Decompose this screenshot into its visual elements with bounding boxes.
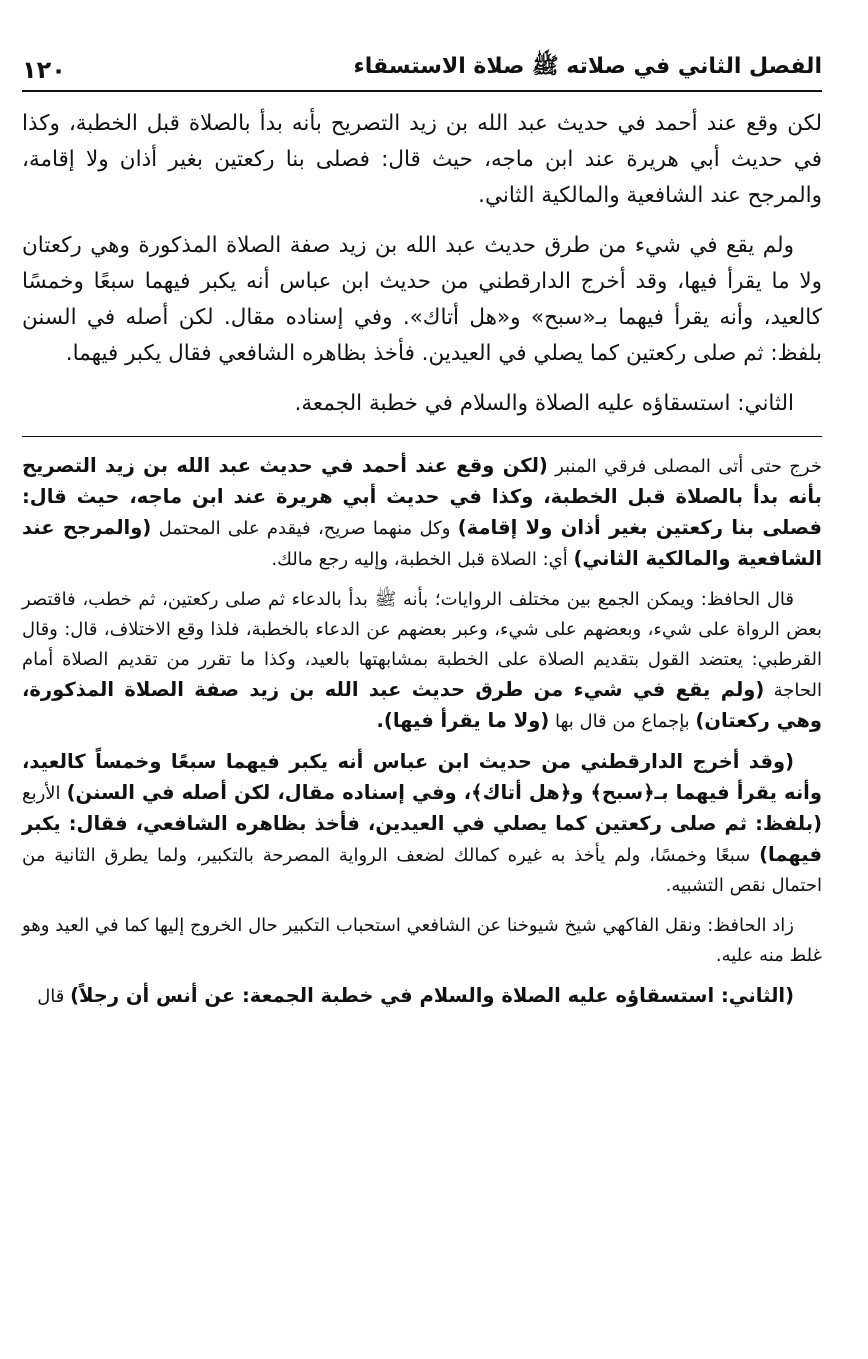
bold-matn-quote: (ولم يقع في شيء من طرق حديث عبد الله بن زيد صفة الصلاة المذكورة، وهي ركعتان) <box>22 678 822 732</box>
main-paragraph: ولم يقع في شيء من طرق حديث عبد الله بن زيد صفة الصلاة المذكورة وهي ركعتان ولا ما يقرأ فيها، وقد أخرج الدارقطني من حديث ابن عباس أنه يكبر فيهما سبعًا وخمسًا كالعيد، وأنه يقرأ فيهما بـ«سبح» و«هل أتاك». وفي إسناده مقال. لكن أصله في السنن بلفظ: ثم صلى ركعتين كما يصلي في العيدين. فأخذ بظاهره الشافعي فقال يكبر فيهما. <box>22 233 822 366</box>
main-paragraph: الثاني: استسقاؤه عليه الصلاة والسلام في خطبة الجمعة. <box>294 391 794 416</box>
bold-matn-quote: (وقد أخرج الدارقطني من حديث ابن عباس أنه يكبر فيهما سبعًا وخمساً كالعيد، وأنه يقرأ فيهما بـ﴿سبح﴾ و﴿هل أتاك﴾، وفي إسناده مقال، لكن أصله في السنن) <box>22 750 822 804</box>
commentary-paragraph <box>22 451 822 575</box>
commentary-text: بإجماع من قال بها <box>549 711 696 732</box>
commentary-paragraph <box>22 911 822 971</box>
commentary-text: خرج حتى أتى المصلى فرقي المنبر <box>547 456 822 477</box>
footnote-divider <box>22 436 822 437</box>
page-number: ١٢٠ <box>22 56 66 84</box>
commentary-text: زاد الحافظ: ونقل الفاكهي شيخ شيوخنا عن الشافعي استحباب التكبير حال الخروج إليها كما في العيد وهو غلط منه عليه. <box>22 915 822 966</box>
main-text <box>22 106 822 422</box>
commentary-text: قال الحافظ: ويمكن الجمع بين مختلف الروايات؛ بأنه ﷺ بدأ بالدعاء ثم صلى ركعتين، ثم خطب، فاقتصر بعض الرواة على شيء، وبعضهم على شيء، وعبر بعضهم عن الدعاء بالخطبة، فلذا وقع الاختلاف، قال: وقال القرطبي: يعتضد القول بتقديم الصلاة على الخطبة بمشابهتها بالعيد، وكذا ما تقرر من تقديم الصلاة أمام الحاجة <box>22 589 822 701</box>
bold-matn-quote: (الثاني: استسقاؤه عليه الصلاة والسلام في خطبة الجمعة: عن أنس أن رجلاً) <box>70 984 794 1007</box>
commentary-text: الأربع <box>22 783 67 804</box>
commentary-paragraph <box>22 747 822 901</box>
commentary <box>22 451 822 1012</box>
commentary-text: سبعًا وخمسًا، ولم يأخذ به غيره كمالك لضعف الرواية المصرحة بالتكبير، ولما يطرق الثانية من احتمال نقص التشبيه. <box>22 845 822 896</box>
commentary-text: أي: الصلاة قبل الخطبة، وإليه رجع مالك. <box>271 549 574 570</box>
bold-matn-quote: (والمرجح عند الشافعية والمالكية الثاني) <box>22 516 822 570</box>
commentary-paragraph <box>22 981 822 1012</box>
commentary-text: وكل منهما صريح، فيقدم على المحتمل <box>151 518 458 539</box>
commentary-paragraph <box>22 585 822 737</box>
bold-matn-quote: (بلفظ: ثم صلى ركعتين كما يصلي في العيدين، فأخذ بظاهره الشافعي، فقال: يكبر فيهما) <box>22 812 822 866</box>
running-title: الفصل الثاني في صلاته ﷺ صلاة الاستسقاء <box>353 54 822 79</box>
bold-matn-quote: (ولا ما يقرأ فيها). <box>376 709 550 732</box>
main-paragraph: لكن وقع عند أحمد في حديث عبد الله بن زيد التصريح بأنه بدأ بالصلاة قبل الخطبة، وكذا في حديث أبي هريرة عند ابن ماجه، حيث قال: فصلى بنا ركعتين بغير أذان ولا إقامة، والمرجح عند الشافعية والمالكية الثاني. <box>22 111 822 208</box>
commentary-text: قال <box>37 986 71 1007</box>
bold-matn-quote: (لكن وقع عند أحمد في حديث عبد الله بن زيد التصريح بأنه بدأ بالصلاة قبل الخطبة، وكذا في حديث أبي هريرة عند ابن ماجه، حيث قال: فصلى بنا ركعتين بغير أذان ولا إقامة) <box>22 454 822 539</box>
page-header <box>22 52 822 92</box>
